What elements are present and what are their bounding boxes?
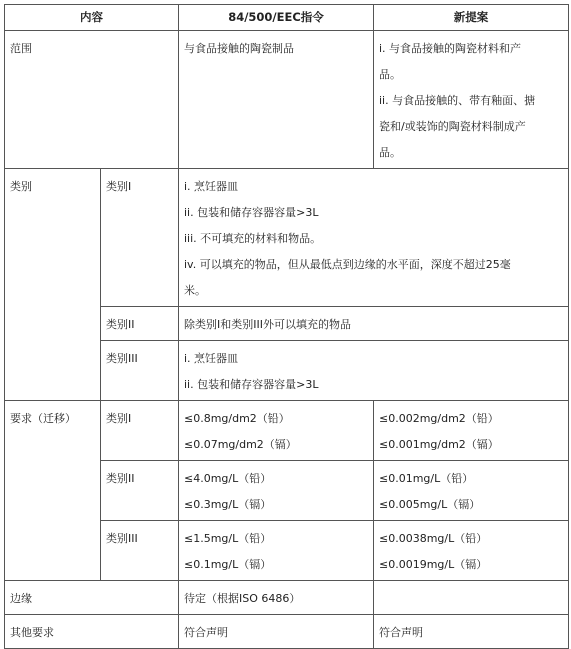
requirement-2-label: 类别II xyxy=(101,461,179,521)
category-3-line: ii. 包装和储存容器容量>3L xyxy=(184,378,319,391)
edge-row xyxy=(5,581,569,615)
scope-new-line: i. 与食品接触的陶瓷材料和产 xyxy=(379,42,522,55)
limit-value: ≤0.07mg/dm2（镉） xyxy=(184,438,297,451)
scope-label: 范围 xyxy=(5,31,179,169)
limit-value: ≤4.0mg/L（铅） xyxy=(184,472,272,485)
other-label: 其他要求 xyxy=(5,615,179,649)
limit-value: ≤0.002mg/dm2（铅） xyxy=(379,412,499,425)
category-1-label: 类别I xyxy=(101,169,179,307)
other-old: 符合声明 xyxy=(179,615,374,649)
limit-value: ≤1.5mg/L（铅） xyxy=(184,532,272,545)
limit-value: ≤0.0038mg/L（铅） xyxy=(379,532,488,545)
category-1-line: i. 烹饪器皿 xyxy=(184,180,239,193)
requirement-3-new xyxy=(374,521,569,581)
category-2-label: 类别II xyxy=(101,307,179,341)
scope-old: 与食品接触的陶瓷制品 xyxy=(179,31,374,169)
requirement-3-label: 类别III xyxy=(101,521,179,581)
category-1-line: ii. 包装和储存容器容量>3L xyxy=(184,206,319,219)
requirement-row-1 xyxy=(5,401,569,461)
category-3-desc xyxy=(179,341,569,401)
limit-value: ≤0.005mg/L（镉） xyxy=(379,498,481,511)
limit-value: ≤0.1mg/L（镉） xyxy=(184,558,272,571)
header-row xyxy=(5,5,569,31)
requirement-label: 要求（迁移） xyxy=(5,401,101,581)
scope-new-line: 瓷和/或装饰的陶瓷材料制成产 xyxy=(379,120,526,133)
edge-old: 待定（根据ISO 6486） xyxy=(179,581,374,615)
edge-label: 边缘 xyxy=(5,581,179,615)
limit-value: ≤0.3mg/L（镉） xyxy=(184,498,272,511)
scope-new-line: 品。 xyxy=(379,146,401,159)
category-1-line: 米。 xyxy=(184,284,206,297)
header-directive: 84/500/EEC指令 xyxy=(179,5,374,31)
other-new: 符合声明 xyxy=(374,615,569,649)
category-3-label: 类别III xyxy=(101,341,179,401)
limit-value: ≤0.01mg/L（铅） xyxy=(379,472,474,485)
requirement-1-new xyxy=(374,401,569,461)
limit-value: ≤0.0019mg/L（镉） xyxy=(379,558,488,571)
category-2-desc: 除类别I和类别III外可以填充的物品 xyxy=(179,307,569,341)
scope-row xyxy=(5,31,569,169)
scope-new-line: ii. 与食品接触的、带有釉面、搪 xyxy=(379,94,536,107)
category-3-line: i. 烹饪器皿 xyxy=(184,352,239,365)
header-new-proposal: 新提案 xyxy=(374,5,569,31)
requirement-3-old xyxy=(179,521,374,581)
requirement-2-old xyxy=(179,461,374,521)
limit-value: ≤0.001mg/dm2（镉） xyxy=(379,438,499,451)
category-label: 类别 xyxy=(5,169,101,401)
comparison-table xyxy=(4,4,569,649)
scope-new xyxy=(374,31,569,169)
category-1-line: iv. 可以填充的物品，但从最低点到边缘的水平面，深度不超过25毫 xyxy=(184,258,511,271)
scope-new-line: 品。 xyxy=(379,68,401,81)
limit-value: ≤0.8mg/dm2（铅） xyxy=(184,412,290,425)
header-content: 内容 xyxy=(5,5,179,31)
category-row-1 xyxy=(5,169,569,307)
category-1-desc xyxy=(179,169,569,307)
requirement-1-old xyxy=(179,401,374,461)
requirement-1-label: 类别I xyxy=(101,401,179,461)
other-row xyxy=(5,615,569,649)
requirement-2-new xyxy=(374,461,569,521)
edge-new xyxy=(374,581,569,615)
category-1-line: iii. 不可填充的材料和物品。 xyxy=(184,232,322,245)
